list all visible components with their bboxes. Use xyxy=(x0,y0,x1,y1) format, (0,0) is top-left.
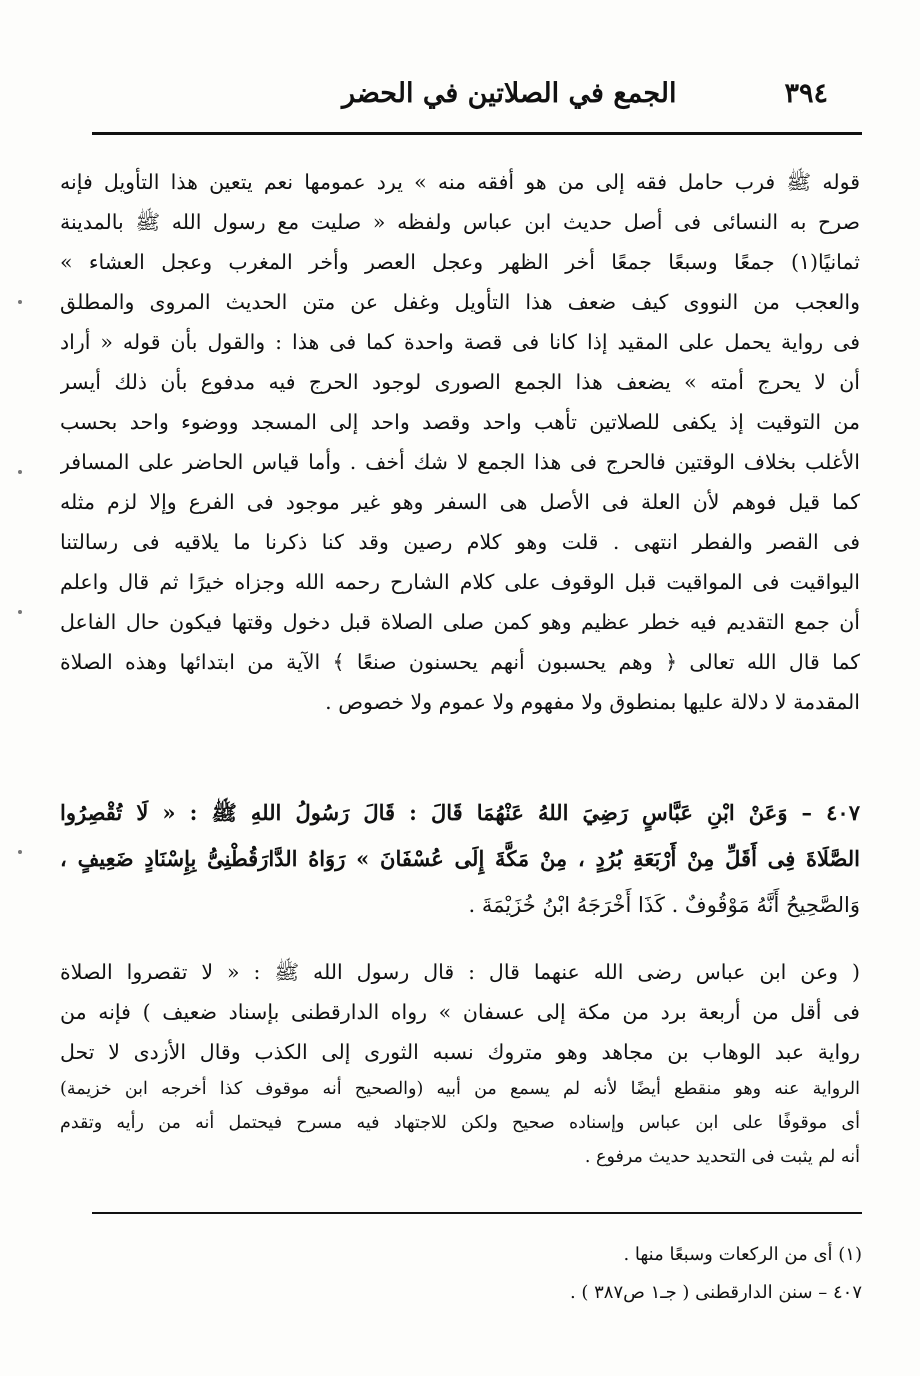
commentary-line: ثمانيًا(١) جمعًا وسبعًا جمعًا أخر الظهر وعجل العصر وأخر المغرب وعجل العشاء » xyxy=(60,250,860,274)
commentary-line: المقدمة لا دلالة عليها بمنطوق ولا مفهوم ولا عموم ولا خصوص . xyxy=(325,690,860,714)
commentary-line: من التوقيت إذ يكفى للصلاتين تأهب واحد وقصد واحد إلى المسجد ووضوء واحد بحسب xyxy=(60,410,860,434)
hadith-line: الصَّلَاةَ فِى أَقَلِّ مِنْ أَرْبَعَةِ بُرُدٍ ، مِنْ مَكَّةَ إِلَى عُسْفَانَ » رَوَاهُ الدَّارَقُطْنِىُّ بِإِسْنَادٍ ضَعِيفٍ ، xyxy=(60,846,860,871)
hadith-407 xyxy=(60,790,860,928)
footnote: (١) أى من الركعات وسبعًا منها . xyxy=(623,1244,862,1265)
explanation-line: الرواية عنه وهو منقطع أيضًا لأنه لم يسمع من أبيه (والصحيح أنه موقوف كذا أخرجه ابن خزيمة) xyxy=(60,1079,860,1099)
commentary-line: والعجب من النووى كيف ضعف هذا التأويل وغفل عن متن الحديث المروى والمطلق xyxy=(60,290,860,314)
commentary-line: كما قيل فوهم لأن العلة فى الأصل هى السفر وهو غير موجود فى الفرع وإلا لزم مثله xyxy=(60,490,860,514)
commentary-line: الأغلب بخلاف الوقتين فالحرج فى هذا الجمع لا شك أخف . وأما قياس الحاضر على المسافر xyxy=(60,450,860,474)
explanation-line: رواية عبد الوهاب بن مجاهد وهو متروك نسبه الثورى إلى الكذب وقال الأزدى لا تحل xyxy=(60,1040,860,1064)
commentary-paragraph xyxy=(60,162,860,722)
running-title: الجمع في الصلاتين في الحضر xyxy=(342,77,677,109)
margin-speck xyxy=(18,470,22,474)
header-rule xyxy=(92,132,862,135)
commentary-line: اليواقيت فى المواقيت قبل الوقوف على كلام الشارح رحمه الله وجزاه خيرًا ثم قال واعلم xyxy=(60,570,860,594)
margin-speck xyxy=(18,850,22,854)
explanation-line: أنه لم يثبت فى التحديد حديث مرفوع . xyxy=(584,1147,860,1167)
margin-speck xyxy=(18,610,22,614)
commentary-line: صرح به النسائى فى أصل حديث ابن عباس ولفظه « صليت مع رسول الله ﷺ بالمدينة xyxy=(60,210,860,234)
explanation-line: أى موقوفًا على ابن عباس وإسناده صحيح ولكن للاجتهاد فيه مسرح فيحتمل أنه من رأيه وتقدم xyxy=(60,1113,860,1133)
footnote: ٤٠٧ – سنن الدارقطنى ( جـ١ ص٣٨٧ ) . xyxy=(569,1282,862,1303)
commentary-line: أن جمع التقديم فيه خطر عظيم وهو كمن صلى الصلاة قبل دخول وقتها فيكون حال الفاعل xyxy=(60,610,860,634)
page-number: ٣٩٤ xyxy=(784,77,828,109)
commentary-line: قوله ﷺ فرب حامل فقه إلى من هو أفقه منه » يرد عمومها نعم يتعين هذا التأويل فإنه xyxy=(60,170,860,194)
hadith-line: ٤٠٧ – وَعَنْ ابْنِ عَبَّاسٍ رَضِيَ اللهُ عَنْهُمَا قَالَ : قَالَ رَسُولُ اللهِ ﷺ : « لَا تُقْصِرُوا xyxy=(60,800,860,825)
explanation-paragraph xyxy=(60,952,860,1174)
explanation-line: فى أقل من أربعة برد من مكة إلى عسفان » رواه الدارقطنى بإسناد ضعيف ) فإنه من xyxy=(60,1000,860,1024)
commentary-line: أن لا يحرج أمته » يضعف هذا الجمع الصورى لوجود الحرج فيه مدفوع بأن ذلك أيسر xyxy=(60,370,860,394)
commentary-line: فى القصر والفطر انتهى . قلت وهو كلام رصين وقد كنا ذكرنا ما يلاقيه فى رسالتنا xyxy=(60,530,860,554)
footnotes xyxy=(92,1236,862,1312)
page-header xyxy=(92,68,828,118)
footnote-rule xyxy=(92,1212,862,1214)
explanation-line: ( وعن ابن عباس رضى الله عنهما قال : قال رسول الله ﷺ : « لا تقصروا الصلاة xyxy=(60,960,860,984)
margin-speck xyxy=(18,300,22,304)
commentary-line: فى رواية يحمل على المقيد إذا كانا فى قصة واحدة كما فى هذا : والقول بأن قوله « أراد xyxy=(60,330,860,354)
hadith-line: وَالصَّحِيحُ أَنَّهُ مَوْقُوفٌ . كَذَا أَخْرَجَهُ ابْنُ خُزَيْمَةَ . xyxy=(468,893,860,917)
commentary-line: كما قال الله تعالى ﴿ وهم يحسبون أنهم يحسنون صنعًا ﴾ الآية من ابتدائها وهذه الصلاة xyxy=(60,650,860,674)
